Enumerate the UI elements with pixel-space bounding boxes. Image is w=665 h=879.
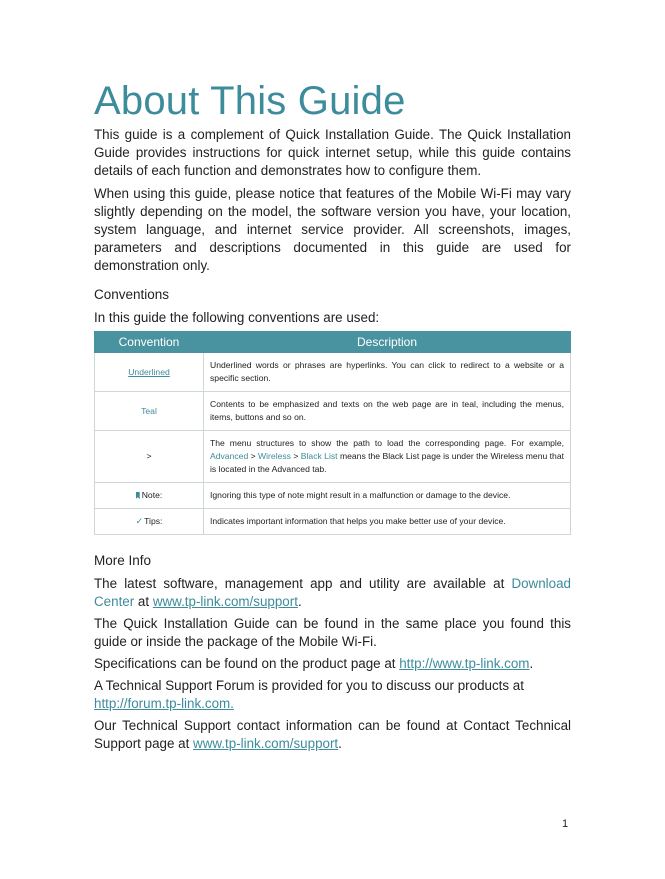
more-info-paragraph xyxy=(94,677,571,713)
menu-path-advanced: Advanced xyxy=(210,451,249,461)
column-header-convention: Convention xyxy=(95,332,204,353)
download-center-text: Download Center xyxy=(94,576,571,609)
table-header-row xyxy=(95,332,571,353)
underlined-example-link[interactable]: Underlined xyxy=(128,366,170,377)
paragraph-text: The latest software, management app and utility are available at xyxy=(94,576,512,591)
table-row xyxy=(95,392,571,431)
intro-paragraph: This guide is a complement of Quick Installation Guide. The Quick Installation Guide provides instructions for quick internet setup, while this guide contains details of each function and demonstrates how to configure them. xyxy=(94,127,571,178)
path-separator: > xyxy=(290,451,301,461)
paragraph-text: A Technical Support Forum is provided for you to discuss our products at xyxy=(94,678,524,693)
product-page-link[interactable]: http://www.tp-link.com xyxy=(399,656,530,671)
table-row xyxy=(95,431,571,483)
convention-cell xyxy=(95,483,204,509)
description-cell: Ignoring this type of note might result in a malfunction or damage to the device. xyxy=(204,483,571,509)
page-number: 1 xyxy=(562,818,569,830)
description-cell xyxy=(204,431,571,483)
menu-path-wireless: Wireless xyxy=(258,451,291,461)
note-label: Note: xyxy=(141,490,163,500)
tips-label: Tips: xyxy=(144,516,163,526)
paragraph-text: . xyxy=(338,736,342,751)
paragraph-text: . xyxy=(297,594,302,609)
more-info-heading: More Info xyxy=(94,553,152,568)
more-info-paragraph xyxy=(94,717,571,753)
more-info-paragraph xyxy=(94,655,571,673)
intro-paragraph: When using this guide, please notice that features of the Mobile Wi-Fi may vary slightly depending on the model, the software version you have, your location, system language, and internet service provider. All screenshots, images, parameters and descriptions documented in this guide are used for demonstration only. xyxy=(94,186,571,273)
more-info-paragraph xyxy=(94,575,571,611)
table-row xyxy=(95,509,571,535)
conventions-heading: Conventions xyxy=(94,287,170,302)
more-info-paragraph: The Quick Installation Guide can be found in the same place you found this guide or inside the package of the Mobile Wi-Fi. xyxy=(94,616,571,649)
convention-cell xyxy=(95,509,204,535)
description-text: The menu structures to show the path to load the corresponding page. For example, xyxy=(210,438,564,448)
menu-path-black-list: Black List xyxy=(300,451,338,461)
support-link[interactable]: www.tp-link.com/support xyxy=(152,594,298,609)
description-cell: Contents to be emphasized and texts on the web page are in teal, including the menus, items, buttons and so on. xyxy=(204,392,571,431)
paragraph-text: at xyxy=(134,594,153,609)
description-cell: Indicates important information that helps you make better use of your device. xyxy=(204,509,571,535)
table-row xyxy=(95,353,571,392)
convention-cell: > xyxy=(95,431,204,483)
lightbulb-icon: ✓ xyxy=(135,516,144,526)
column-header-description: Description xyxy=(204,332,571,353)
table-row xyxy=(95,483,571,509)
conventions-intro: In this guide the following conventions are used: xyxy=(94,310,380,325)
convention-cell xyxy=(95,353,204,392)
guide-page xyxy=(94,78,571,753)
conventions-table xyxy=(94,331,571,535)
support-contact-link[interactable]: www.tp-link.com/support xyxy=(193,736,339,751)
forum-link[interactable]: http://forum.tp-link.com. xyxy=(94,696,234,711)
paragraph-text: Specifications can be found on the product page at xyxy=(94,656,400,671)
description-cell: Underlined words or phrases are hyperlinks. You can click to redirect to a website or a specific section. xyxy=(204,353,571,392)
paragraph-text: . xyxy=(529,656,534,671)
path-separator: > xyxy=(248,451,259,461)
bookmark-icon xyxy=(136,492,140,499)
teal-example-text: Teal xyxy=(141,405,157,416)
description-text: means the Black List page is under the Wireless menu that is located in the Advanced tab. xyxy=(210,451,564,474)
convention-cell xyxy=(95,392,204,431)
paragraph-text: Our Technical Support contact information can be found at Contact Technical Support page at xyxy=(94,718,571,751)
page-title: About This Guide xyxy=(94,79,406,123)
